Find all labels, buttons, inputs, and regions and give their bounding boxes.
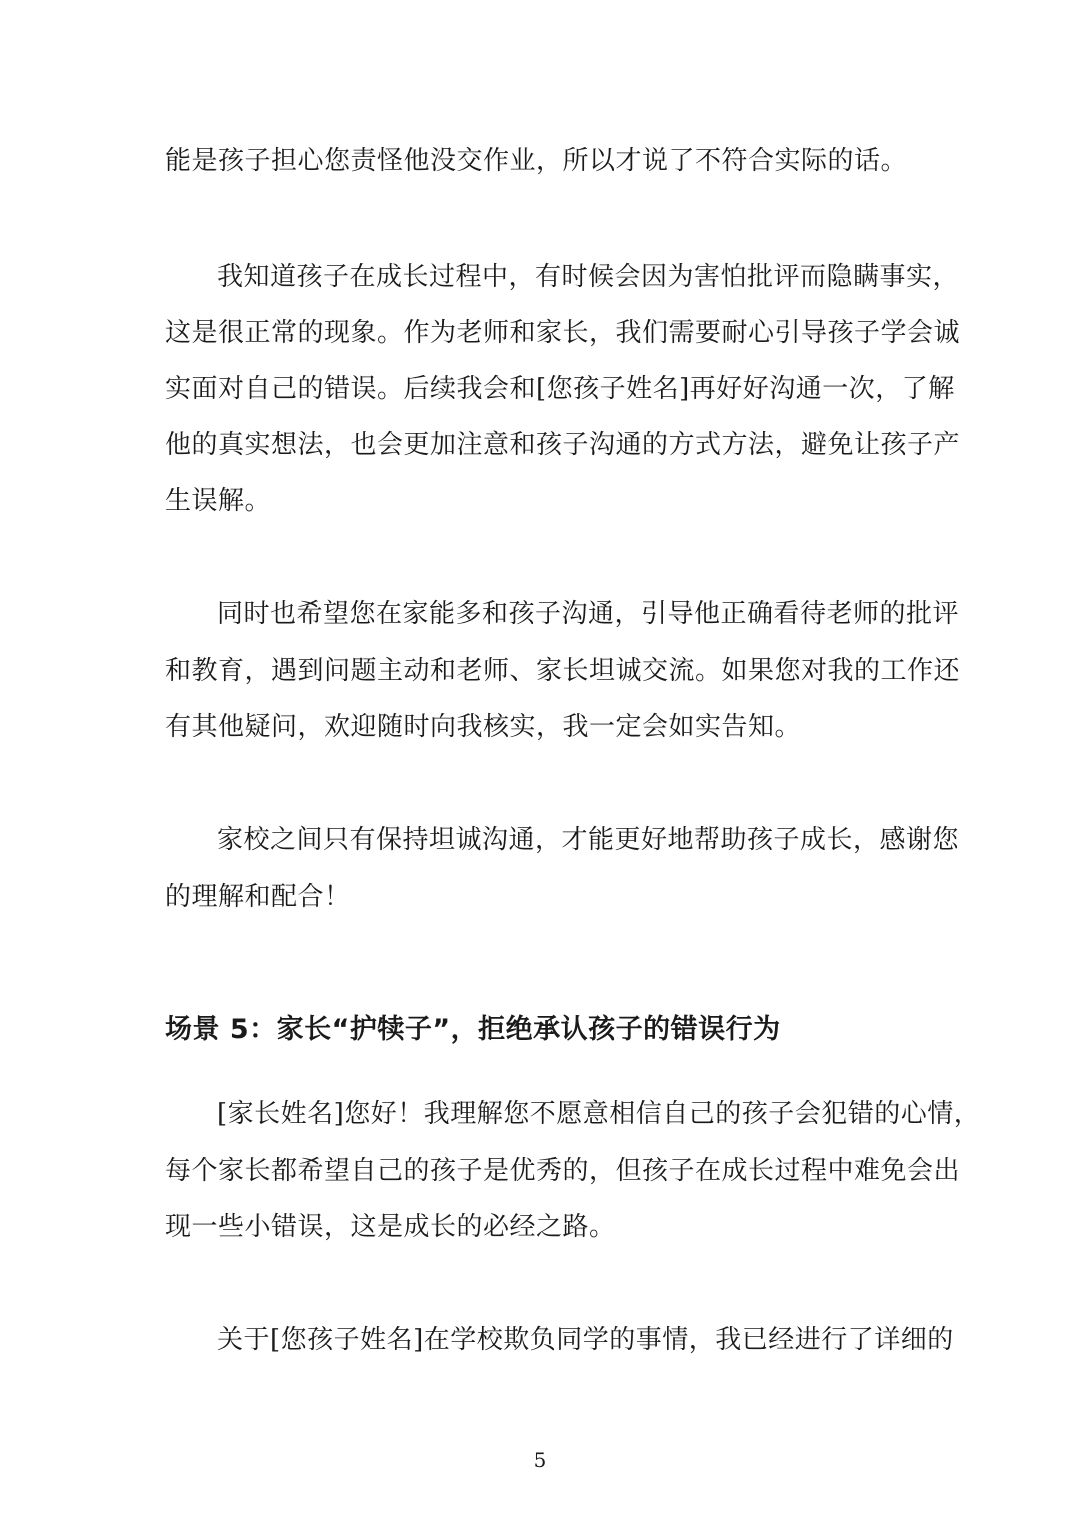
paragraph-line: 家校之间只有保持坦诚沟通，才能更好地帮助孩子成长，感谢您 xyxy=(217,825,960,855)
paragraph-line: 现一些小错误，这是成长的必经之路。 xyxy=(165,1212,616,1242)
paragraph-line: 这是很正常的现象。作为老师和家长，我们需要耐心引导孩子学会诚 xyxy=(165,318,961,348)
paragraph-line: 生误解。 xyxy=(165,486,272,516)
paragraph-line: 我知道孩子在成长过程中，有时候会因为害怕批评而隐瞒事实， xyxy=(217,262,960,292)
paragraph-line: 有其他疑问，欢迎随时向我核实，我一定会如实告知。 xyxy=(165,712,802,742)
paragraph-line: 实面对自己的错误。后续我会和[您孩子姓名]再好好沟通一次，了解 xyxy=(165,374,955,404)
paragraph-line: 能是孩子担心您责怪他没交作业，所以才说了不符合实际的话。 xyxy=(165,146,908,176)
paragraph-line: 和教育，遇到问题主动和老师、家长坦诚交流。如果您对我的工作还 xyxy=(165,656,961,686)
paragraph-line: 同时也希望您在家能多和孩子沟通，引导他正确看待老师的批评 xyxy=(217,599,960,629)
paragraph-line: 每个家长都希望自己的孩子是优秀的，但孩子在成长过程中难免会出 xyxy=(165,1156,961,1186)
paragraph-line: 他的真实想法，也会更加注意和孩子沟通的方式方法，避免让孩子产 xyxy=(165,430,961,460)
paragraph-line: 关于[您孩子姓名]在学校欺负同学的事情，我已经进行了详细的 xyxy=(217,1325,954,1355)
section-heading: 场景 5：家长“护犊子”，拒绝承认孩子的错误行为 xyxy=(165,1014,781,1045)
paragraph-line: 的理解和配合！ xyxy=(165,882,351,912)
page-number: 5 xyxy=(533,1448,547,1472)
paragraph-line: [家长姓名]您好！我理解您不愿意相信自己的孩子会犯错的心情， xyxy=(217,1099,981,1129)
